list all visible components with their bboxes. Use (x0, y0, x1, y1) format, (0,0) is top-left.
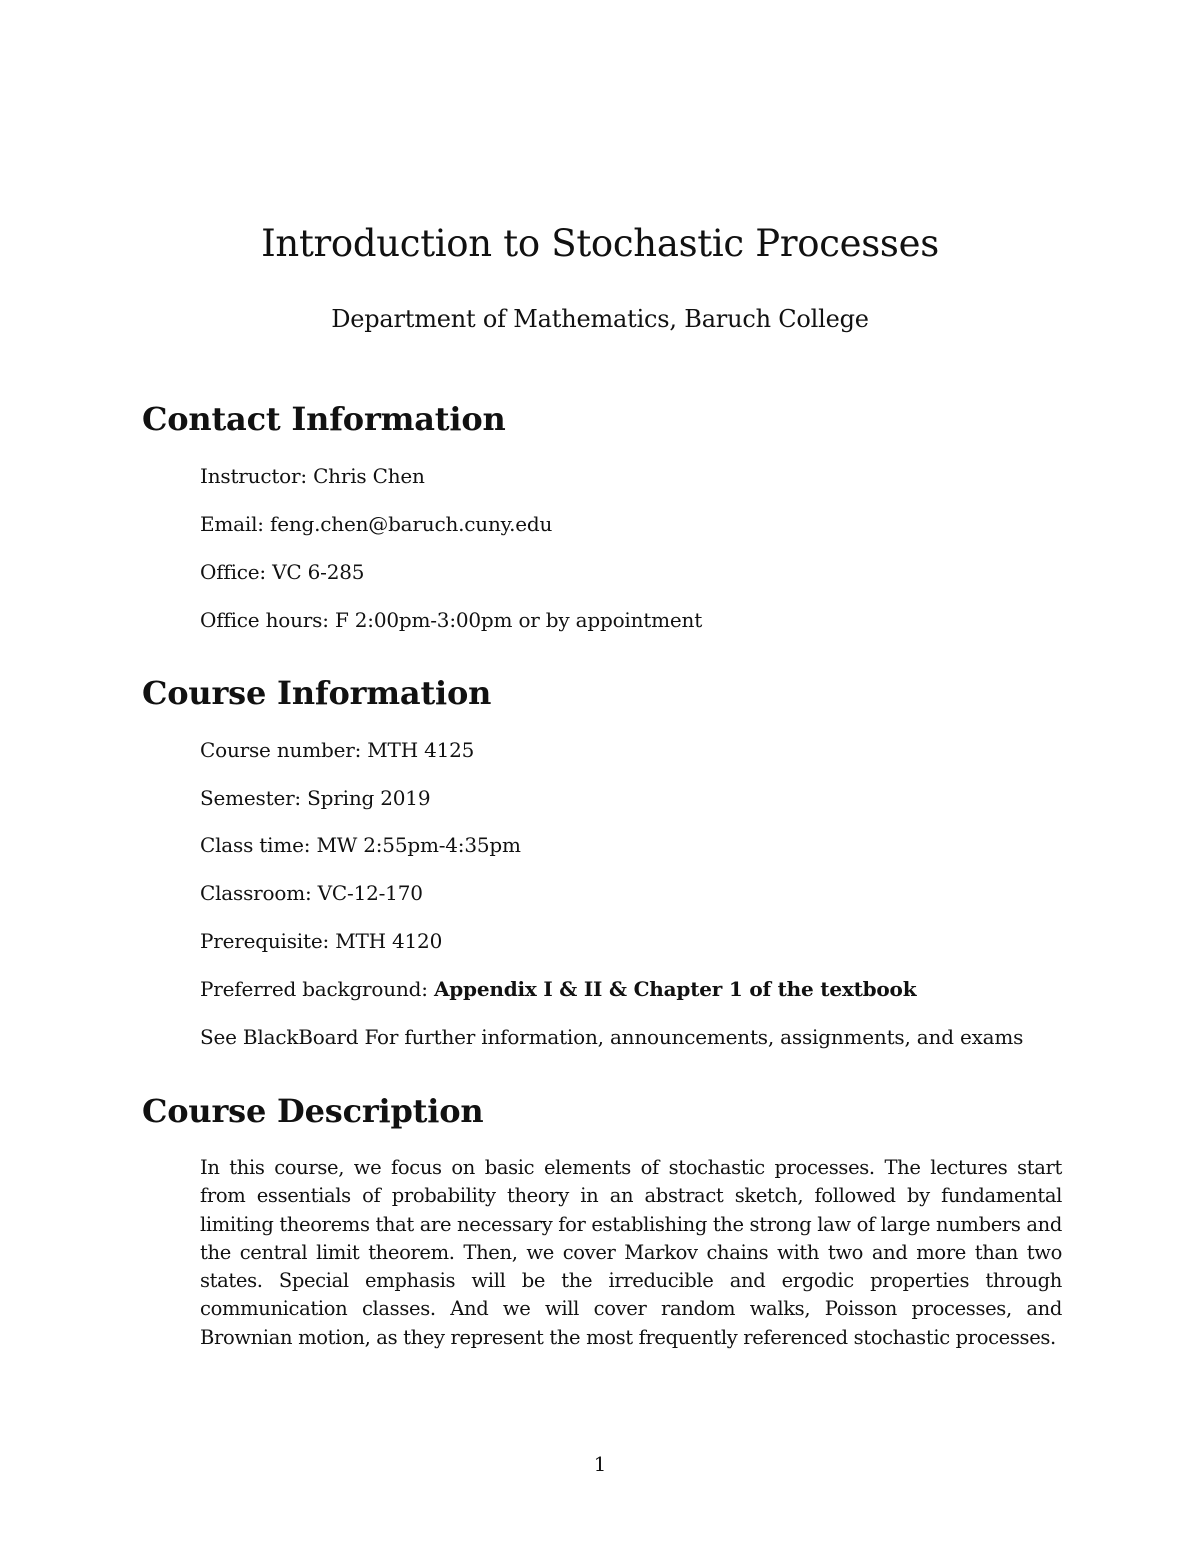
class-time-line (200, 833, 521, 857)
document-subtitle: Department of Mathematics, Baruch College (331, 305, 869, 333)
email-value: feng.chen@baruch.cuny.edu (270, 512, 553, 536)
office-value: VC 6-285 (272, 560, 365, 584)
prerequisite-line (200, 929, 442, 953)
description-text: In this course, we focus on basic elements of stochastic processes. The lectures start from essentials of probability theory in an abstract sketch, followed by fundamental limiting theorems that are necessary for establishing the strong law of large numbers and the central limit theorem. Then, we cover Markov chains with two and more than two states. Special emphasis will be the irreducible and ergodic properties through communication classes. And we will cover random walks, Poisson processes, and Brownian motion, as they represent the most frequently referenced stochastic processes. (200, 1156, 1062, 1349)
office-line (200, 560, 364, 584)
instructor-line (200, 464, 425, 488)
classroom-value: VC-12-170 (317, 881, 423, 905)
background-line (200, 977, 916, 1001)
classroom-line (200, 881, 423, 905)
background-label: Preferred background: (200, 977, 428, 1001)
semester-line (200, 786, 430, 810)
blackboard-note: See BlackBoard For further information, announcements, assignments, and exams (200, 1025, 1024, 1049)
instructor-label: Instructor: (200, 464, 307, 488)
instructor-value: Chris Chen (313, 464, 425, 488)
classroom-label: Classroom: (200, 881, 312, 905)
course-number-value: MTH 4125 (367, 738, 475, 762)
background-value: Appendix I & II & Chapter 1 of the textbook (433, 977, 917, 1001)
description-heading: Course Description (142, 1092, 484, 1130)
office-hours-line (200, 608, 702, 632)
course-number-line (200, 738, 474, 762)
prerequisite-label: Prerequisite: (200, 929, 330, 953)
course-number-label: Course number: (200, 738, 362, 762)
office-label: Office: (200, 560, 266, 584)
class-time-value: MW 2:55pm-4:35pm (316, 833, 521, 857)
office-hours-value: F 2:00pm-3:00pm or by appointment (334, 608, 703, 632)
prerequisite-value: MTH 4120 (335, 929, 443, 953)
class-time-label: Class time: (200, 833, 311, 857)
contact-heading: Contact Information (142, 400, 506, 438)
course-heading: Course Information (142, 674, 492, 712)
semester-value: Spring 2019 (307, 786, 431, 810)
document-title: Introduction to Stochastic Processes (261, 222, 939, 265)
office-hours-label: Office hours: (200, 608, 329, 632)
page-number: 1 (593, 1452, 607, 1476)
semester-label: Semester: (200, 786, 301, 810)
email-line (200, 512, 552, 536)
email-label: Email: (200, 512, 264, 536)
